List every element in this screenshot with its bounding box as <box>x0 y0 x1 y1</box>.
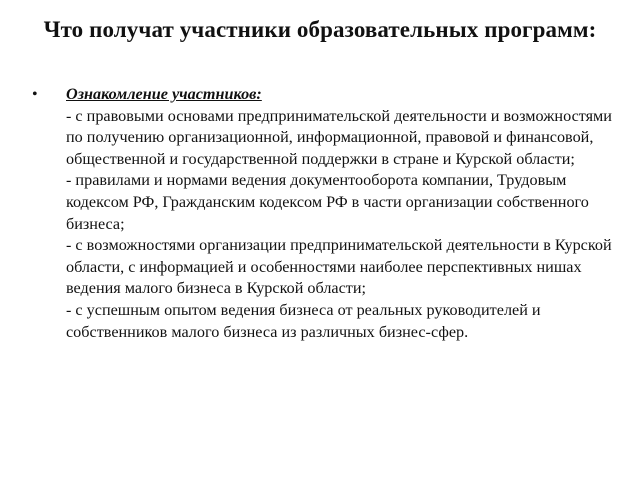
slide-title: Что получат участники образовательных программ: <box>43 17 597 42</box>
section-heading: Ознакомление участников: <box>66 85 262 103</box>
list-item: - правилами и нормами ведения документооборота компании, Трудовым кодексом РФ, Гражданским кодексом РФ в части организации собственного бизнеса; <box>66 171 589 233</box>
slide-content <box>28 84 618 343</box>
bullet-list-item <box>28 84 618 343</box>
bullet-icon: • <box>32 86 38 103</box>
list-item: - с возможностями организации предпринимательской деятельности в Курской области, с информацией и особенностями наиболее перспективных нишах ведения малого бизнеса в Курской области; <box>66 236 612 298</box>
bullet-body <box>66 84 618 343</box>
list-item: - с правовыми основами предпринимательской деятельности и возможностями по получению организационной, информационной, правовой и финансовой, общественной и государственной поддержки в стране и Курской области; <box>66 106 612 168</box>
list-item: - с успешным опытом ведения бизнеса от реальных руководителей и собственников малого бизнеса из различных бизнес-сфер. <box>66 300 541 341</box>
